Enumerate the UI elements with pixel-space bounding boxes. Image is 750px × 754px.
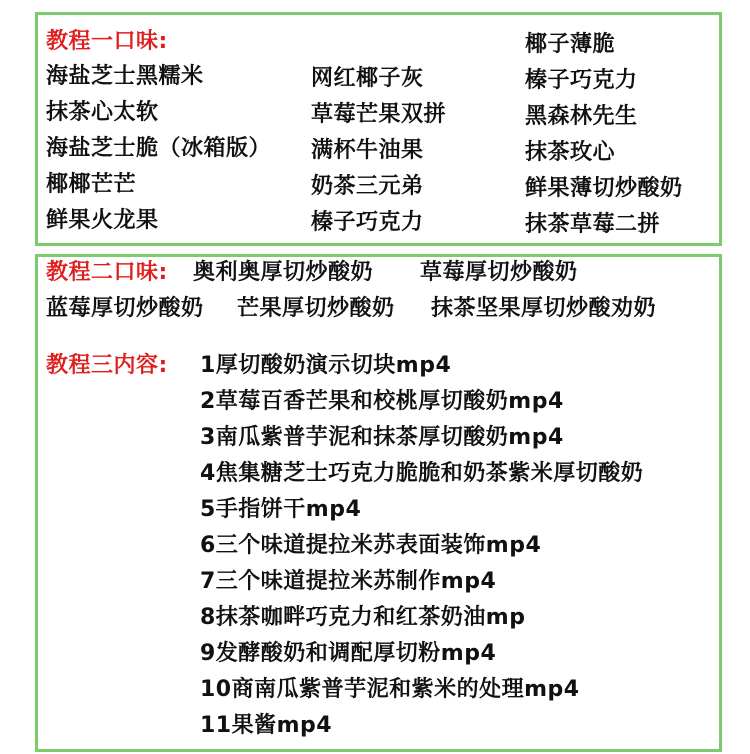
flavor-item: 草莓芒果双拼	[311, 102, 447, 127]
flavor-item: 鲜果薄切炒酸奶	[525, 176, 683, 201]
flavor-item: 鲜果火龙果	[46, 208, 159, 233]
content-item: 3南瓜紫普芋泥和抹茶厚切酸奶mp4	[200, 425, 564, 450]
section2-heading: 教程二口味:	[46, 260, 168, 285]
flavor-item: 抹茶心太软	[46, 100, 159, 125]
flavor-item: 满杯牛油果	[311, 138, 424, 163]
content-item: 5手指饼干mp4	[200, 497, 362, 522]
content-item: 8抹茶咖畔巧克力和红茶奶油mp	[200, 605, 526, 630]
flavor-item: 芒果厚切炒酸奶	[237, 296, 395, 321]
content-item: 2草莓百香芒果和校桃厚切酸奶mp4	[200, 389, 564, 414]
flavor-item: 网红椰子灰	[311, 66, 424, 91]
flavor-item: 抹茶玫心	[525, 140, 616, 165]
flavor-item: 海盐芝士脆（冰箱版）	[46, 136, 272, 161]
flavor-item: 奶茶三元弟	[311, 174, 424, 199]
flavor-item: 草莓厚切炒酸奶	[420, 260, 578, 285]
flavor-item: 抹茶坚果厚切炒酸劝奶	[431, 296, 657, 321]
flavor-item: 海盐芝士黑糯米	[46, 64, 204, 89]
flavor-item: 黑森林先生	[525, 104, 638, 129]
flavor-item: 抹茶草莓二拼	[525, 212, 661, 237]
flavor-item: 榛子巧克力	[525, 68, 638, 93]
flavor-item: 蓝莓厚切炒酸奶	[46, 296, 204, 321]
flavor-item: 奥利奥厚切炒酸奶	[193, 260, 374, 285]
flavor-item: 榛子巧克力	[311, 210, 424, 235]
section3-heading: 教程三内容:	[46, 353, 168, 378]
content-item: 9发酵酸奶和调配厚切粉mp4	[200, 641, 497, 666]
content-item: 4焦集糖芝士巧克力脆脆和奶茶紫米厚切酸奶	[200, 461, 644, 486]
content-item: 10商南瓜紫普芋泥和紫米的处理mp4	[200, 677, 580, 702]
content-item: 11果酱mp4	[200, 713, 333, 738]
content-item: 6三个味道提拉米苏表面装饰mp4	[200, 533, 542, 558]
content-item: 7三个味道提拉米苏制作mp4	[200, 569, 497, 594]
flavor-item: 椰子薄脆	[525, 32, 616, 57]
flavor-item: 椰椰芒芒	[46, 172, 137, 197]
section1-heading: 教程一口味:	[46, 29, 168, 54]
content-item: 1厚切酸奶演示切块mp4	[200, 353, 452, 378]
